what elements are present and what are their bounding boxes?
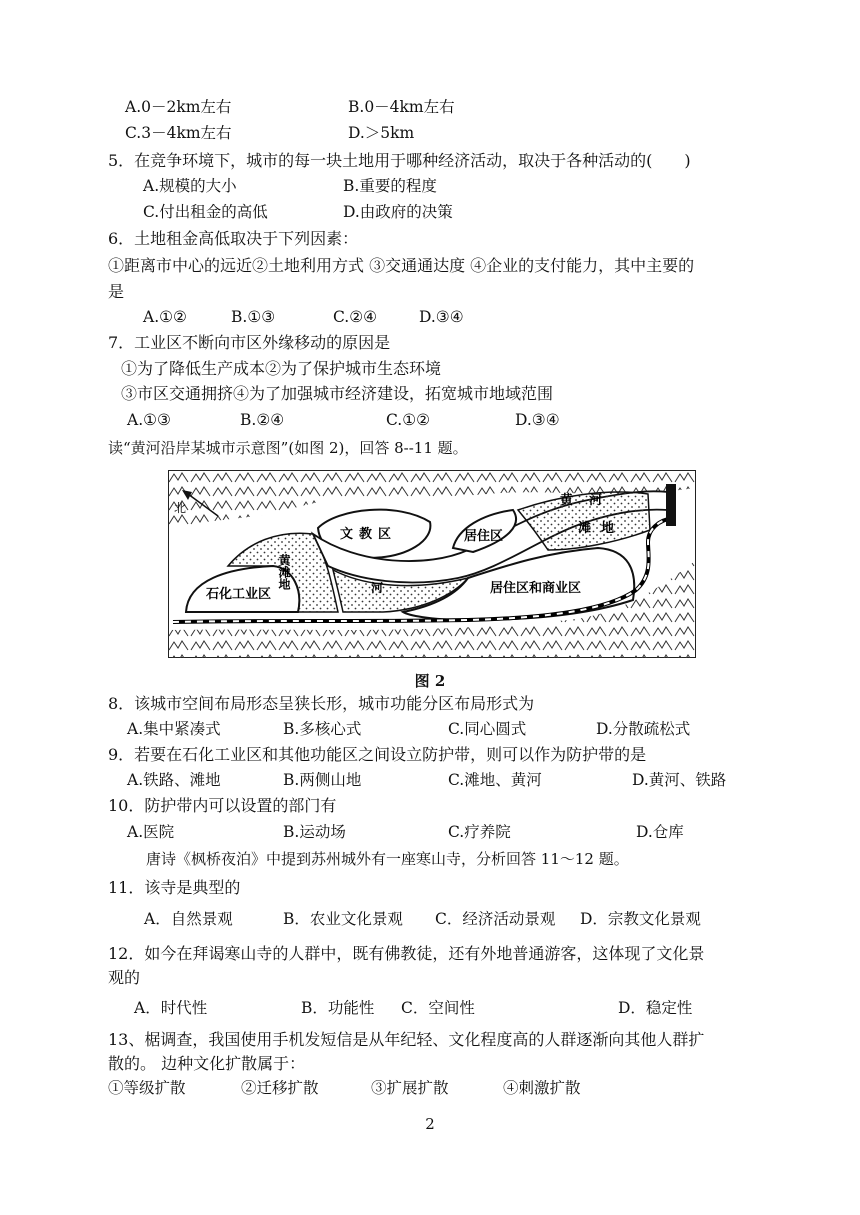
label-floodplain-right: 滩地 xyxy=(578,521,625,536)
q8-options-row xyxy=(0,719,860,741)
q5-option-d: D.由政府的决策 xyxy=(343,203,453,221)
q9-option-b: B.两侧山地 xyxy=(283,771,362,789)
label-floodplain-left: 黄滩地 xyxy=(277,554,291,590)
q10-option-a: A.医院 xyxy=(127,823,175,841)
q9-option-d: D.黄河、铁路 xyxy=(632,771,727,789)
q12-option-c: C．空间性 xyxy=(401,999,475,1017)
q13-option-1: ①等级扩散 xyxy=(108,1079,186,1097)
q7-option-a: A.①③ xyxy=(127,411,171,429)
q6-option-a: A.①② xyxy=(143,308,187,326)
label-yellow-river: 黄河 xyxy=(560,493,619,508)
q10-options-row xyxy=(0,822,860,844)
q12-option-d: D．稳定性 xyxy=(618,999,693,1017)
q5-options-row-2 xyxy=(0,202,860,224)
figure-caption: 图 2 xyxy=(414,672,446,690)
q11-option-b: B．农业文化景观 xyxy=(283,910,403,928)
q13-option-2: ②迁移扩散 xyxy=(241,1079,319,1097)
q4-option-a: A.0－2km左右 xyxy=(125,98,232,116)
q5-options-row-1 xyxy=(0,176,860,198)
q12-option-b: B．功能性 xyxy=(301,999,375,1017)
q5-stem: 5．在竞争环境下，城市的每一块土地用于哪种经济活动，取决于各种活动的( ) xyxy=(108,151,691,170)
q6-options-row xyxy=(0,307,860,329)
q8-option-d: D.分散疏松式 xyxy=(596,720,691,738)
q12-option-a: A．时代性 xyxy=(134,999,208,1017)
q11-stem: 11．该寺是典型的 xyxy=(108,878,241,897)
q7-options-row xyxy=(0,410,860,432)
q12-options-row xyxy=(0,998,860,1020)
q8-stem: 8．该城市空间布局形态呈狭长形，城市功能分区布局形式为 xyxy=(108,694,535,713)
q13-options-row xyxy=(0,1078,860,1100)
q13-stem-line-1: 13、椐调查，我国使用手机发短信是从年纪轻、文化程度高的人群逐渐向其他人群扩 xyxy=(108,1030,705,1049)
q13-option-4: ④刺激扩散 xyxy=(503,1079,581,1097)
north-label: 北 xyxy=(174,501,187,515)
q6-option-b: B.①③ xyxy=(231,308,276,326)
q6-line-1: ①距离市中心的远近②土地利用方式 ③交通通达度 ④企业的支付能力，其中主要的 xyxy=(108,256,695,275)
q11-option-d: D．宗教文化景观 xyxy=(580,910,701,928)
q7-stem: 7．工业区不断向市区外缘移动的原因是 xyxy=(108,333,391,352)
q4-options-row-2 xyxy=(0,123,860,145)
q13-stem-line-2: 散的。 边种文化扩散属于： xyxy=(108,1054,306,1073)
q11-option-c: C．经济活动景观 xyxy=(435,910,556,928)
poem-intro: 唐诗《枫桥夜泊》中提到苏州城外有一座寒山寺，分析回答 11～12 题。 xyxy=(146,850,629,868)
q5-option-c: C.付出租金的高低 xyxy=(143,203,268,221)
q9-option-c: C.滩地、黄河 xyxy=(448,771,542,789)
q6-option-c: C.②④ xyxy=(333,308,378,326)
q11-options-row xyxy=(0,909,860,931)
q7-line-2: ③市区交通拥挤④为了加强城市经济建设，拓宽城市地域范围 xyxy=(121,384,554,403)
q10-option-d: D.仓库 xyxy=(636,823,684,841)
q9-options-row xyxy=(0,770,860,792)
q10-option-c: C.疗养院 xyxy=(448,823,511,841)
page-number: 2 xyxy=(425,1115,435,1133)
label-residential: 居住区 xyxy=(464,529,504,544)
q4-options-row-1 xyxy=(0,97,860,119)
q7-option-d: D.③④ xyxy=(515,411,560,429)
label-residential-commercial: 居住区和商业区 xyxy=(490,581,582,596)
q8-option-a: A.集中紧凑式 xyxy=(127,720,221,738)
q7-line-1: ①为了降低生产成本②为了保护城市生态环境 xyxy=(121,359,442,378)
q8-option-b: B.多核心式 xyxy=(283,720,362,738)
city-map xyxy=(168,470,696,658)
q11-option-a: A．自然景观 xyxy=(144,910,233,928)
q9-option-a: A.铁路、滩地 xyxy=(127,771,221,789)
figure-intro: 读“黄河沿岸某城市示意图”(如图 2)，回答 8--11 题。 xyxy=(108,439,468,457)
q6-stem: 6．土地租金高低取决于下列因素： xyxy=(108,229,359,248)
q9-stem: 9．若要在石化工业区和其他功能区之间设立防护带，则可以作为防护带的是 xyxy=(108,745,647,764)
q5-option-b: B.重要的程度 xyxy=(343,177,437,195)
q4-option-d: D.＞5km xyxy=(348,124,415,142)
q8-option-c: C.同心圆式 xyxy=(448,720,527,738)
q13-option-3: ③扩展扩散 xyxy=(371,1079,449,1097)
q10-stem: 10．防护带内可以设置的部门有 xyxy=(108,796,337,815)
q10-option-b: B.运动场 xyxy=(283,823,346,841)
q6-option-d: D.③④ xyxy=(419,308,464,326)
q7-option-c: C.①② xyxy=(386,411,431,429)
q6-line-2: 是 xyxy=(108,282,125,301)
q5-option-a: A.规模的大小 xyxy=(143,177,237,195)
city-map-figure xyxy=(168,470,696,658)
label-petrochemical: 石化工业区 xyxy=(206,587,272,602)
label-river-mid: 河 xyxy=(371,581,384,595)
q12-stem-line-1: 12．如今在拜谒寒山寺的人群中，既有佛教徒，还有外地普通游客，这体现了文化景 xyxy=(108,944,705,963)
label-education: 文教区 xyxy=(340,527,398,542)
bridge xyxy=(666,484,676,526)
q12-stem-line-2: 观的 xyxy=(108,968,141,987)
q7-option-b: B.②④ xyxy=(240,411,285,429)
q4-option-c: C.3－4km左右 xyxy=(125,124,232,142)
q4-option-b: B.0－4km左右 xyxy=(348,98,455,116)
